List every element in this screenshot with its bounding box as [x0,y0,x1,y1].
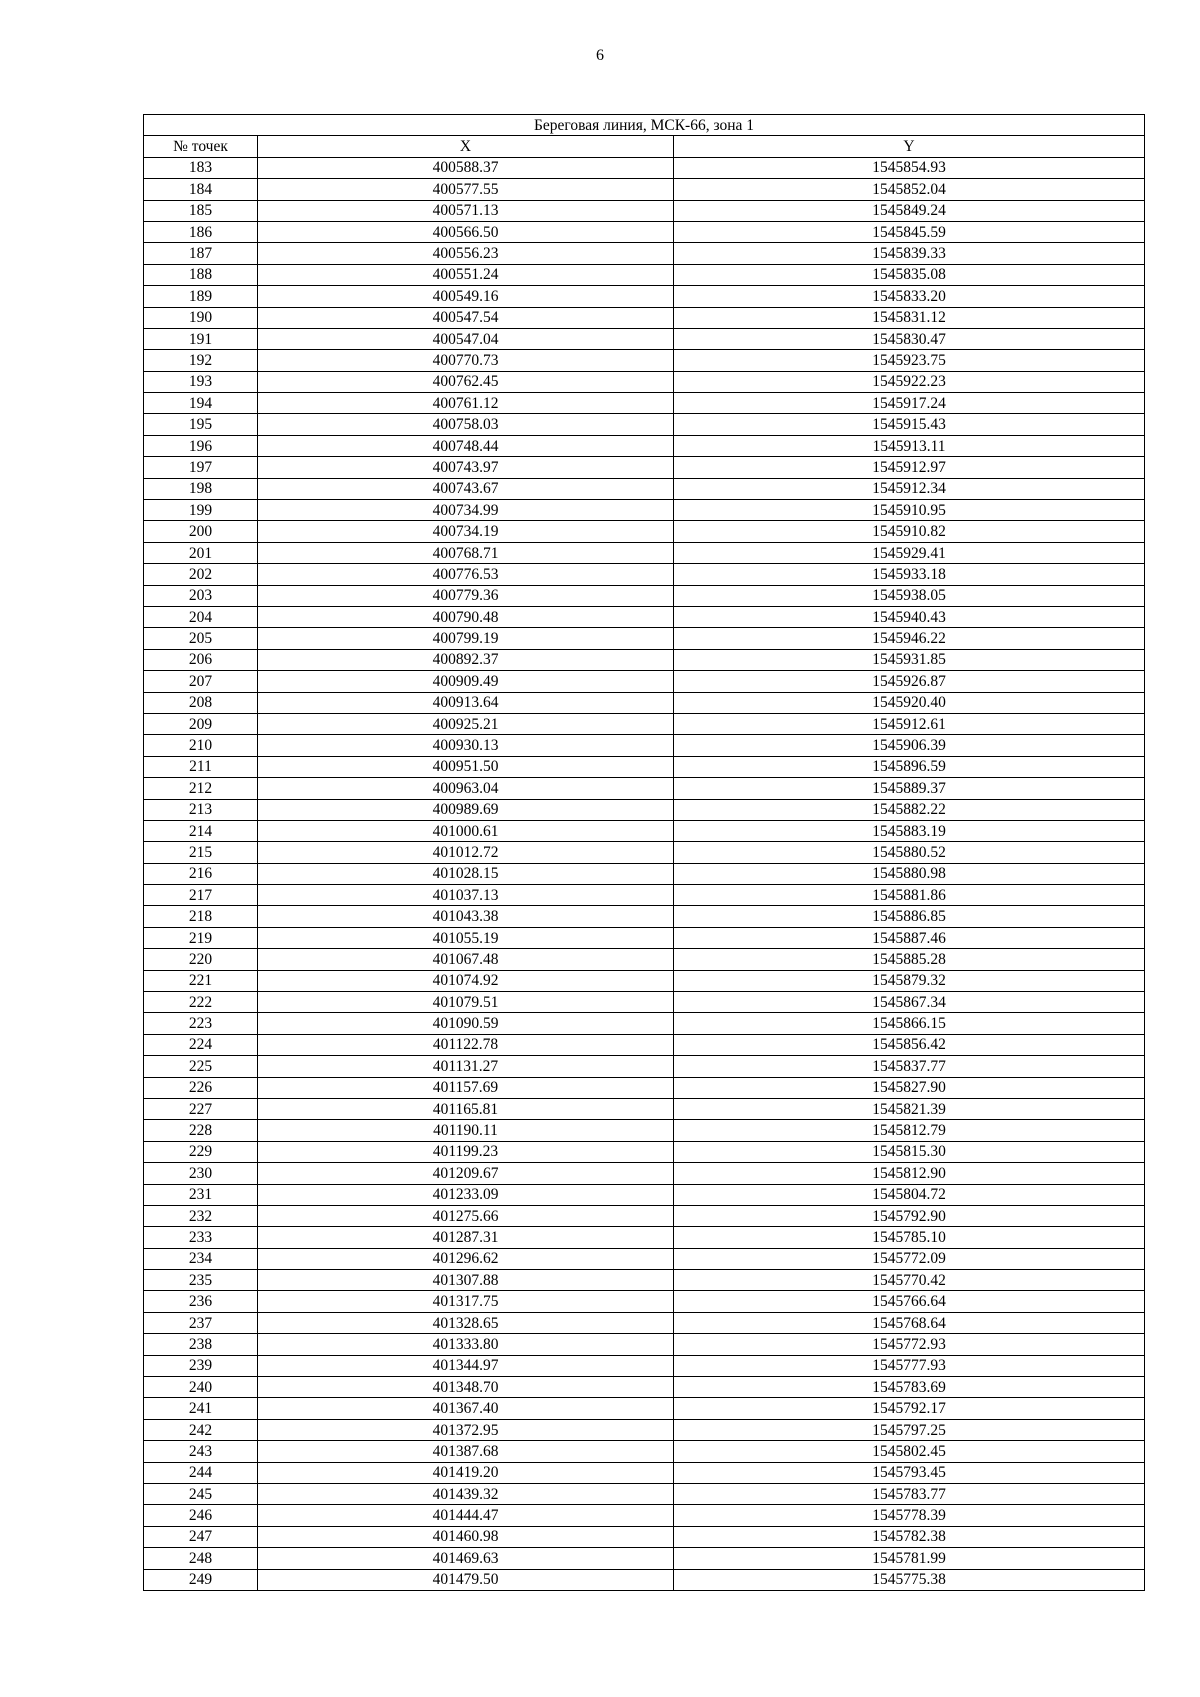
y-coordinate-cell: 1545845.59 [674,221,1145,242]
x-coordinate-cell: 400549.16 [258,286,674,307]
point-number-cell: 223 [144,1013,258,1034]
point-number-cell: 244 [144,1462,258,1483]
table-row [144,435,1145,456]
x-coordinate-cell: 401333.80 [258,1334,674,1355]
point-number-cell: 187 [144,243,258,264]
table-row [144,1270,1145,1291]
y-coordinate-cell: 1545896.59 [674,756,1145,777]
table-row [144,1377,1145,1398]
y-coordinate-cell: 1545792.90 [674,1205,1145,1226]
table-row [144,1312,1145,1333]
x-coordinate-cell: 401275.66 [258,1205,674,1226]
table-row [144,585,1145,606]
point-number-cell: 220 [144,949,258,970]
point-number-cell: 241 [144,1398,258,1419]
y-coordinate-cell: 1545910.95 [674,500,1145,521]
table-row [144,906,1145,927]
point-number-cell: 217 [144,885,258,906]
point-number-cell: 245 [144,1484,258,1505]
y-coordinate-cell: 1545926.87 [674,671,1145,692]
x-coordinate-cell: 400799.19 [258,628,674,649]
x-coordinate-cell: 401165.81 [258,1098,674,1119]
point-number-cell: 198 [144,478,258,499]
y-coordinate-cell: 1545804.72 [674,1184,1145,1205]
y-coordinate-cell: 1545867.34 [674,992,1145,1013]
x-coordinate-cell: 400892.37 [258,649,674,670]
point-number-cell: 200 [144,521,258,542]
table-row [144,542,1145,563]
table-header-row [144,136,1145,157]
y-coordinate-cell: 1545778.39 [674,1505,1145,1526]
table-row [144,778,1145,799]
table-row [144,1056,1145,1077]
point-number-cell: 202 [144,564,258,585]
table-row [144,350,1145,371]
y-coordinate-cell: 1545833.20 [674,286,1145,307]
y-coordinate-cell: 1545912.97 [674,457,1145,478]
x-coordinate-cell: 400551.24 [258,264,674,285]
x-coordinate-cell: 401090.59 [258,1013,674,1034]
table-row [144,457,1145,478]
x-coordinate-cell: 401233.09 [258,1184,674,1205]
point-number-cell: 197 [144,457,258,478]
y-coordinate-cell: 1545837.77 [674,1056,1145,1077]
x-coordinate-cell: 401348.70 [258,1377,674,1398]
point-number-cell: 193 [144,371,258,392]
table-row [144,970,1145,991]
y-coordinate-cell: 1545849.24 [674,200,1145,221]
table-row [144,221,1145,242]
y-coordinate-cell: 1545906.39 [674,735,1145,756]
table-row [144,1334,1145,1355]
x-coordinate-cell: 400577.55 [258,179,674,200]
table-row [144,478,1145,499]
point-number-cell: 215 [144,842,258,863]
table-row [144,564,1145,585]
point-number-cell: 231 [144,1184,258,1205]
y-coordinate-cell: 1545856.42 [674,1034,1145,1055]
y-coordinate-cell: 1545821.39 [674,1098,1145,1119]
table-row [144,1526,1145,1547]
y-coordinate-cell: 1545883.19 [674,820,1145,841]
table-row [144,264,1145,285]
y-coordinate-cell: 1545768.64 [674,1312,1145,1333]
y-coordinate-cell: 1545827.90 [674,1077,1145,1098]
y-coordinate-cell: 1545781.99 [674,1548,1145,1569]
table-row [144,243,1145,264]
point-number-cell: 189 [144,286,258,307]
y-coordinate-cell: 1545792.17 [674,1398,1145,1419]
y-coordinate-cell: 1545802.45 [674,1441,1145,1462]
point-number-cell: 236 [144,1291,258,1312]
point-number-cell: 207 [144,671,258,692]
table-row [144,371,1145,392]
table-row [144,606,1145,627]
x-coordinate-cell: 401444.47 [258,1505,674,1526]
y-coordinate-cell: 1545852.04 [674,179,1145,200]
y-coordinate-cell: 1545933.18 [674,564,1145,585]
x-coordinate-cell: 401328.65 [258,1312,674,1333]
table-row [144,393,1145,414]
table-row [144,927,1145,948]
table-row [144,1205,1145,1226]
x-coordinate-cell: 401419.20 [258,1462,674,1483]
x-coordinate-cell: 401157.69 [258,1077,674,1098]
y-coordinate-cell: 1545938.05 [674,585,1145,606]
table-row [144,328,1145,349]
x-coordinate-cell: 401469.63 [258,1548,674,1569]
point-number-cell: 191 [144,328,258,349]
y-coordinate-cell: 1545812.90 [674,1163,1145,1184]
table-row [144,713,1145,734]
table-row [144,1548,1145,1569]
x-coordinate-cell: 400951.50 [258,756,674,777]
x-coordinate-cell: 400909.49 [258,671,674,692]
point-number-cell: 234 [144,1248,258,1269]
point-number-cell: 188 [144,264,258,285]
point-number-cell: 206 [144,649,258,670]
table-row [144,1462,1145,1483]
point-number-cell: 211 [144,756,258,777]
table-row [144,1141,1145,1162]
y-coordinate-cell: 1545923.75 [674,350,1145,371]
table-row [144,1077,1145,1098]
table-row [144,799,1145,820]
y-coordinate-cell: 1545882.22 [674,799,1145,820]
y-coordinate-cell: 1545772.09 [674,1248,1145,1269]
x-coordinate-cell: 400588.37 [258,157,674,178]
table-row [144,1184,1145,1205]
point-number-cell: 242 [144,1419,258,1440]
table-row [144,200,1145,221]
point-number-cell: 209 [144,713,258,734]
y-coordinate-cell: 1545839.33 [674,243,1145,264]
point-number-cell: 249 [144,1569,258,1590]
x-coordinate-cell: 400547.04 [258,328,674,349]
x-coordinate-cell: 401317.75 [258,1291,674,1312]
table-body [144,157,1145,1590]
point-number-cell: 218 [144,906,258,927]
coordinates-table [143,114,1145,1591]
x-coordinate-cell: 400743.67 [258,478,674,499]
table-row [144,1120,1145,1141]
point-number-cell: 228 [144,1120,258,1141]
point-number-cell: 184 [144,179,258,200]
y-coordinate-cell: 1545913.11 [674,435,1145,456]
x-coordinate-cell: 400930.13 [258,735,674,756]
table-row [144,756,1145,777]
x-coordinate-cell: 401067.48 [258,949,674,970]
point-number-cell: 208 [144,692,258,713]
table-row [144,1034,1145,1055]
point-number-cell: 196 [144,435,258,456]
point-number-cell: 190 [144,307,258,328]
x-coordinate-cell: 401209.67 [258,1163,674,1184]
point-number-cell: 199 [144,500,258,521]
table-row [144,735,1145,756]
x-coordinate-cell: 401190.11 [258,1120,674,1141]
point-number-cell: 194 [144,393,258,414]
y-coordinate-cell: 1545917.24 [674,393,1145,414]
table-row [144,1398,1145,1419]
table-row [144,521,1145,542]
y-coordinate-cell: 1545830.47 [674,328,1145,349]
header-point-number: № точек [144,136,258,157]
y-coordinate-cell: 1545783.77 [674,1484,1145,1505]
y-coordinate-cell: 1545766.64 [674,1291,1145,1312]
y-coordinate-cell: 1545815.30 [674,1141,1145,1162]
table-row [144,1291,1145,1312]
point-number-cell: 246 [144,1505,258,1526]
y-coordinate-cell: 1545929.41 [674,542,1145,563]
point-number-cell: 183 [144,157,258,178]
x-coordinate-cell: 400779.36 [258,585,674,606]
x-coordinate-cell: 401296.62 [258,1248,674,1269]
point-number-cell: 229 [144,1141,258,1162]
table-row [144,179,1145,200]
table-row [144,500,1145,521]
x-coordinate-cell: 400758.03 [258,414,674,435]
y-coordinate-cell: 1545880.98 [674,863,1145,884]
y-coordinate-cell: 1545889.37 [674,778,1145,799]
y-coordinate-cell: 1545854.93 [674,157,1145,178]
x-coordinate-cell: 400925.21 [258,713,674,734]
x-coordinate-cell: 400556.23 [258,243,674,264]
y-coordinate-cell: 1545866.15 [674,1013,1145,1034]
table-row [144,628,1145,649]
y-coordinate-cell: 1545912.34 [674,478,1145,499]
header-x: X [258,136,674,157]
point-number-cell: 203 [144,585,258,606]
y-coordinate-cell: 1545775.38 [674,1569,1145,1590]
y-coordinate-cell: 1545782.38 [674,1526,1145,1547]
table-row [144,842,1145,863]
point-number-cell: 186 [144,221,258,242]
x-coordinate-cell: 401460.98 [258,1526,674,1547]
x-coordinate-cell: 401028.15 [258,863,674,884]
point-number-cell: 226 [144,1077,258,1098]
table-row [144,157,1145,178]
y-coordinate-cell: 1545797.25 [674,1419,1145,1440]
table-row [144,885,1145,906]
point-number-cell: 195 [144,414,258,435]
y-coordinate-cell: 1545912.61 [674,713,1145,734]
point-number-cell: 230 [144,1163,258,1184]
x-coordinate-cell: 400547.54 [258,307,674,328]
x-coordinate-cell: 401372.95 [258,1419,674,1440]
y-coordinate-cell: 1545946.22 [674,628,1145,649]
x-coordinate-cell: 401287.31 [258,1227,674,1248]
table-row [144,692,1145,713]
point-number-cell: 238 [144,1334,258,1355]
table-row [144,286,1145,307]
y-coordinate-cell: 1545812.79 [674,1120,1145,1141]
y-coordinate-cell: 1545835.08 [674,264,1145,285]
point-number-cell: 227 [144,1098,258,1119]
point-number-cell: 214 [144,820,258,841]
y-coordinate-cell: 1545793.45 [674,1462,1145,1483]
table-row [144,307,1145,328]
table-row [144,1441,1145,1462]
point-number-cell: 201 [144,542,258,563]
x-coordinate-cell: 401131.27 [258,1056,674,1077]
y-coordinate-cell: 1545910.82 [674,521,1145,542]
table-row [144,992,1145,1013]
point-number-cell: 205 [144,628,258,649]
table-row [144,1163,1145,1184]
table-row [144,820,1145,841]
x-coordinate-cell: 400963.04 [258,778,674,799]
x-coordinate-cell: 401479.50 [258,1569,674,1590]
point-number-cell: 233 [144,1227,258,1248]
y-coordinate-cell: 1545772.93 [674,1334,1145,1355]
table-row [144,1569,1145,1590]
x-coordinate-cell: 400989.69 [258,799,674,820]
point-number-cell: 185 [144,200,258,221]
header-y: Y [674,136,1145,157]
point-number-cell: 225 [144,1056,258,1077]
point-number-cell: 243 [144,1441,258,1462]
y-coordinate-cell: 1545777.93 [674,1355,1145,1376]
y-coordinate-cell: 1545886.85 [674,906,1145,927]
table-row [144,1013,1145,1034]
table-head [144,115,1145,158]
x-coordinate-cell: 401055.19 [258,927,674,948]
point-number-cell: 235 [144,1270,258,1291]
x-coordinate-cell: 401000.61 [258,820,674,841]
x-coordinate-cell: 401199.23 [258,1141,674,1162]
point-number-cell: 247 [144,1526,258,1547]
point-number-cell: 221 [144,970,258,991]
x-coordinate-cell: 400768.71 [258,542,674,563]
table-title-row [144,115,1145,136]
point-number-cell: 248 [144,1548,258,1569]
point-number-cell: 204 [144,606,258,627]
x-coordinate-cell: 401079.51 [258,992,674,1013]
x-coordinate-cell: 400571.13 [258,200,674,221]
y-coordinate-cell: 1545915.43 [674,414,1145,435]
point-number-cell: 192 [144,350,258,371]
y-coordinate-cell: 1545770.42 [674,1270,1145,1291]
y-coordinate-cell: 1545931.85 [674,649,1145,670]
y-coordinate-cell: 1545831.12 [674,307,1145,328]
x-coordinate-cell: 400913.64 [258,692,674,713]
y-coordinate-cell: 1545887.46 [674,927,1145,948]
point-number-cell: 224 [144,1034,258,1055]
point-number-cell: 222 [144,992,258,1013]
x-coordinate-cell: 400748.44 [258,435,674,456]
table-row [144,949,1145,970]
x-coordinate-cell: 401074.92 [258,970,674,991]
table-row [144,1419,1145,1440]
y-coordinate-cell: 1545879.32 [674,970,1145,991]
x-coordinate-cell: 400566.50 [258,221,674,242]
table-row [144,1355,1145,1376]
x-coordinate-cell: 401439.32 [258,1484,674,1505]
y-coordinate-cell: 1545922.23 [674,371,1145,392]
y-coordinate-cell: 1545885.28 [674,949,1145,970]
table-row [144,414,1145,435]
point-number-cell: 219 [144,927,258,948]
x-coordinate-cell: 400734.19 [258,521,674,542]
x-coordinate-cell: 400734.99 [258,500,674,521]
table-row [144,1227,1145,1248]
x-coordinate-cell: 401307.88 [258,1270,674,1291]
table-row [144,1098,1145,1119]
x-coordinate-cell: 401387.68 [258,1441,674,1462]
point-number-cell: 213 [144,799,258,820]
table-row [144,1248,1145,1269]
x-coordinate-cell: 400770.73 [258,350,674,371]
table-row [144,1484,1145,1505]
x-coordinate-cell: 400762.45 [258,371,674,392]
y-coordinate-cell: 1545881.86 [674,885,1145,906]
x-coordinate-cell: 401122.78 [258,1034,674,1055]
table-row [144,671,1145,692]
y-coordinate-cell: 1545785.10 [674,1227,1145,1248]
table-row [144,863,1145,884]
x-coordinate-cell: 400761.12 [258,393,674,414]
x-coordinate-cell: 401344.97 [258,1355,674,1376]
point-number-cell: 212 [144,778,258,799]
x-coordinate-cell: 401012.72 [258,842,674,863]
table-row [144,1505,1145,1526]
x-coordinate-cell: 401367.40 [258,1398,674,1419]
x-coordinate-cell: 400776.53 [258,564,674,585]
point-number-cell: 210 [144,735,258,756]
x-coordinate-cell: 400743.97 [258,457,674,478]
y-coordinate-cell: 1545940.43 [674,606,1145,627]
point-number-cell: 216 [144,863,258,884]
table-title: Береговая линия, МСК-66, зона 1 [144,115,1145,136]
point-number-cell: 240 [144,1377,258,1398]
y-coordinate-cell: 1545880.52 [674,842,1145,863]
x-coordinate-cell: 401037.13 [258,885,674,906]
y-coordinate-cell: 1545783.69 [674,1377,1145,1398]
point-number-cell: 239 [144,1355,258,1376]
page-number: 6 [596,47,604,64]
x-coordinate-cell: 401043.38 [258,906,674,927]
point-number-cell: 232 [144,1205,258,1226]
table-row [144,649,1145,670]
y-coordinate-cell: 1545920.40 [674,692,1145,713]
x-coordinate-cell: 400790.48 [258,606,674,627]
point-number-cell: 237 [144,1312,258,1333]
